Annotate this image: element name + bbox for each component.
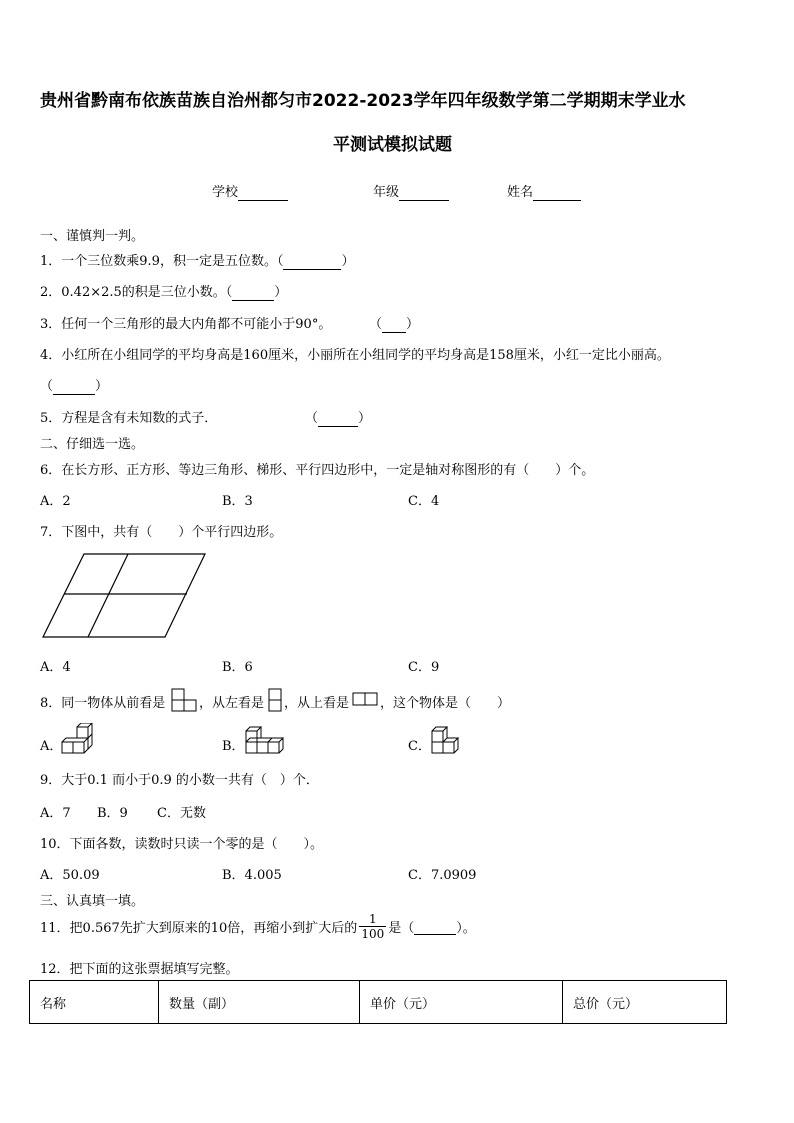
- receipt-table: [29, 980, 727, 1024]
- question-8-p2: ，从左看是: [199, 696, 265, 711]
- question-10-text: 10．下面各数，读数时只读一个零的是（ ）。: [40, 837, 324, 852]
- question-4-text: 4．小红所在小组同学的平均身高是160厘米，小丽所在小组同学的平均身高是158厘米，小红一定比小丽高。: [40, 348, 670, 363]
- question-11: [40, 912, 476, 941]
- doc-title-line1: 贵州省黔南布依族苗族自治州都匀市2022-2023学年四年级数学第二学期期末学业水: [40, 91, 686, 111]
- name-blank[interactable]: [533, 185, 581, 201]
- question-11-p2: 是（: [388, 921, 415, 936]
- question-9-text: 9．大于0.1 而小于0.9 的小数一共有（ ）个．: [40, 773, 319, 788]
- question-8-p3: ，从上看是: [284, 696, 350, 711]
- option-7b[interactable]: B．6: [222, 660, 253, 675]
- section-heading-2: 二、仔细选一选。: [40, 437, 145, 452]
- question-2-end: ）: [274, 285, 288, 300]
- option-10c[interactable]: C．7.0909: [408, 868, 477, 883]
- question-7-text: 7．下图中，共有（ ）个平行四边形。: [40, 525, 283, 540]
- table-header-cell: 数量（副）: [159, 981, 360, 1024]
- paren-close: ）: [95, 379, 109, 394]
- paren-open: （: [369, 317, 383, 332]
- question-8-p4: ，这个物体是（ ）: [380, 696, 511, 711]
- school-blank[interactable]: [238, 185, 288, 201]
- question-1-text: 1．一个三位数乘9.9，积一定是五位数。（: [40, 254, 284, 269]
- cube-figure-a-icon: [60, 723, 100, 757]
- option-10a[interactable]: A．50.09: [40, 868, 100, 883]
- answer-blank-2[interactable]: [232, 285, 274, 301]
- name-field: [507, 181, 581, 201]
- question-2-text: 2．0.42×2.5的积是三位小数。（: [40, 285, 233, 300]
- answer-blank-5[interactable]: [318, 411, 358, 427]
- option-7c[interactable]: C．9: [408, 660, 440, 675]
- answer-blank-4[interactable]: [53, 379, 95, 395]
- answer-paren-3: [369, 313, 419, 333]
- parallelogram-figure: [40, 552, 210, 640]
- question-11-p3: ）。: [456, 921, 476, 936]
- fraction-denominator: 100: [361, 927, 385, 941]
- option-6b[interactable]: B．3: [222, 494, 253, 509]
- question-12-text: 12．把下面的这张票据填写完整。: [40, 962, 239, 977]
- option-9c[interactable]: C．无数: [157, 806, 206, 821]
- table-header-row: [30, 981, 727, 1024]
- table-header-cell: 名称: [30, 981, 159, 1024]
- front-view-icon: [171, 688, 197, 712]
- left-view-icon: [268, 688, 282, 712]
- answer-paren-4: [40, 375, 108, 395]
- option-6c[interactable]: C．4: [408, 494, 440, 509]
- school-field: [212, 181, 288, 201]
- question-6-text: 6．在长方形、正方形、等边三角形、梯形、平行四边形中，一定是轴对称图形的有（ ）个。: [40, 463, 595, 478]
- section-heading-1: 一、谨慎判一判。: [40, 229, 145, 244]
- option-7a[interactable]: A．4: [40, 660, 71, 675]
- option-8a[interactable]: A．: [40, 739, 63, 754]
- question-5-text: 5．方程是含有未知数的式子．: [40, 411, 218, 426]
- option-8b[interactable]: B．: [222, 739, 245, 754]
- question-11-p1: 11．把0.567先扩大到原来的10倍，再缩小到扩大后的: [40, 921, 358, 936]
- grade-blank[interactable]: [399, 185, 449, 201]
- grade-field: [373, 181, 449, 201]
- doc-title-line2: 平测试模拟试题: [333, 135, 452, 155]
- table-header-cell: 单价（元）: [360, 981, 563, 1024]
- answer-paren-5: [305, 407, 371, 427]
- table-header-cell: 总价（元）: [563, 981, 727, 1024]
- cube-figure-c-icon: [428, 723, 468, 757]
- option-10b[interactable]: B．4.005: [222, 868, 282, 883]
- paren-close: ）: [358, 411, 372, 426]
- option-9a[interactable]: A．7: [40, 806, 71, 821]
- answer-blank-11[interactable]: [414, 919, 456, 935]
- answer-blank-1[interactable]: [283, 254, 341, 270]
- option-9b[interactable]: B．9: [97, 806, 128, 821]
- question-1: [40, 250, 354, 270]
- question-1-end: ）: [341, 254, 355, 269]
- fraction-numerator: 1: [359, 912, 386, 927]
- option-8c[interactable]: C．: [408, 739, 431, 754]
- paren-open: （: [305, 411, 319, 426]
- paren-close: ）: [406, 317, 420, 332]
- question-3-text: 3．任何一个三角形的最大内角都不可能小于90°。: [40, 317, 332, 332]
- paren-open: （: [40, 379, 54, 394]
- fraction: [359, 912, 386, 941]
- school-label: 学校: [212, 185, 239, 200]
- name-label: 姓名: [507, 185, 534, 200]
- answer-blank-3[interactable]: [382, 317, 406, 333]
- grade-label: 年级: [373, 185, 400, 200]
- question-2: [40, 281, 287, 301]
- top-view-icon: [352, 692, 378, 706]
- question-3: [40, 313, 331, 332]
- option-6a[interactable]: A．2: [40, 494, 71, 509]
- section-heading-3: 三、认真填一填。: [40, 894, 145, 909]
- question-8-p1: 8．同一物体从前看是: [40, 696, 166, 711]
- cube-figure-b-icon: [244, 723, 290, 757]
